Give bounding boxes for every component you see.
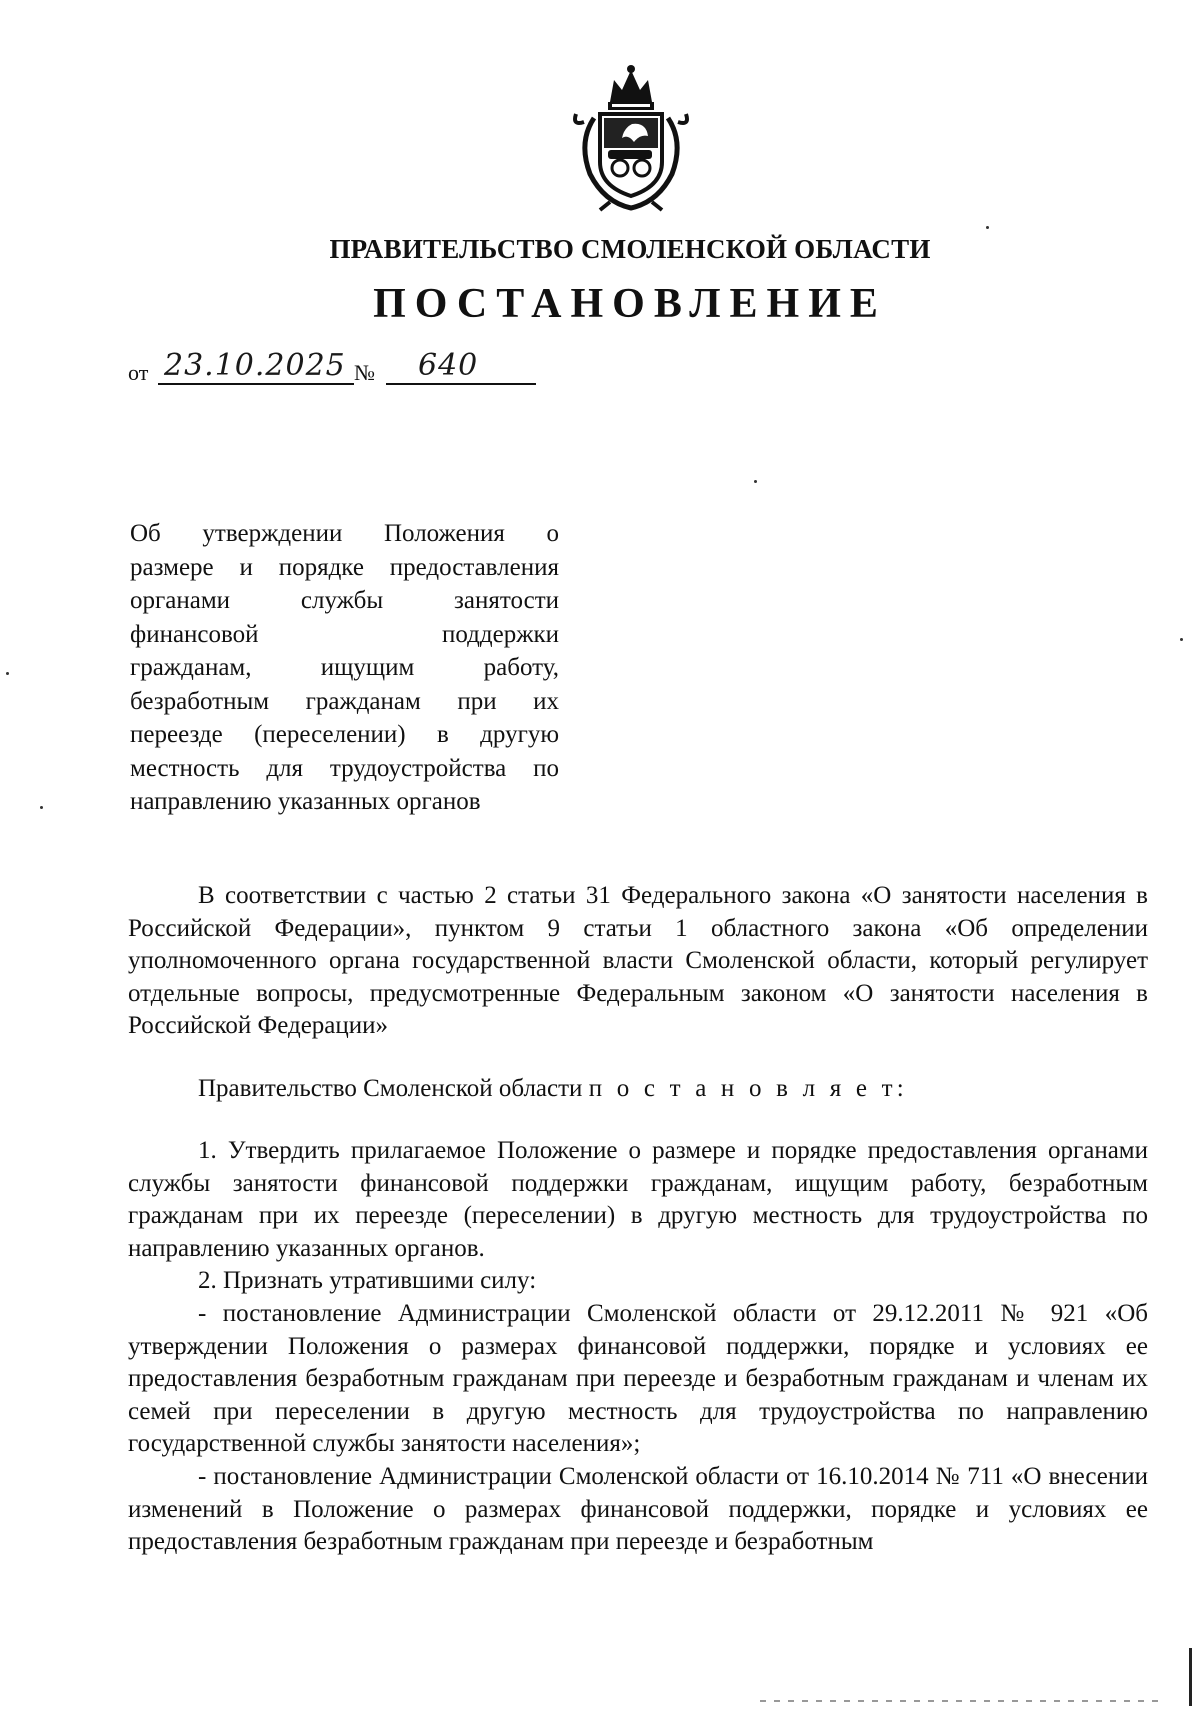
- item-paragraph: 1. Утвердить прилагаемое Положение о размере и порядке предоставления органами службы занятости финансовой поддержки гражданам, ищущим работу, безработным гражданам при их переезде (переселении) в другую местность для трудоустройства по направлению указанных органов.: [128, 1137, 1148, 1262]
- decree-verb: п о с т а н о в л я е т:: [588, 1075, 908, 1102]
- subject-line: местность для трудоустройства по: [130, 754, 559, 782]
- subject-line: гражданам, ищущим работу,: [130, 654, 559, 681]
- scan-speck: [754, 480, 757, 483]
- document-subject: [130, 517, 559, 819]
- registration-line: [128, 348, 688, 386]
- decree-line: [128, 1073, 1148, 1106]
- scan-speck: [6, 672, 9, 675]
- scan-bottom-mark: [760, 1700, 1160, 1702]
- basis-paragraph: В соответствии с частью 2 статьи 31 Федерального закона «О занятости населения в Российской Федерации», пунктом 9 статьи 1 областного закона «Об определении уполномоченного органа государственной власти Смоленской области, который регулирует отдельные вопросы, предусмотренные Федеральным законом «О занятости населения в Российской Федерации»: [128, 882, 1148, 1040]
- subject-line: органами службы занятости: [130, 587, 559, 614]
- legal-basis: [128, 880, 1148, 1043]
- item-paragraph: - постановление Администрации Смоленской области от 16.10.2014 № 711 «О внесении изменений в Положение о размерах финансовой поддержки, порядке и условиях ее предоставления безработным гражданам при переезде и безработным: [128, 1462, 1148, 1556]
- scan-speck: [40, 806, 43, 809]
- decree-subject: Правительство Смоленской области: [198, 1075, 583, 1102]
- scan-edge-mark: [1189, 1648, 1192, 1706]
- item-paragraph: 2. Признать утратившими силу:: [198, 1267, 537, 1295]
- scan-speck: [986, 226, 989, 229]
- subject-line: размере и порядке предоставления: [130, 553, 559, 581]
- number-underline: [386, 383, 536, 385]
- subject-line: Об утверждении Положения о: [130, 520, 559, 547]
- scan-speck: [1180, 638, 1183, 641]
- item-paragraph: - постановление Администрации Смоленской области от 29.12.2011 № 921 «Об утверждении Положения о размерах финансовой поддержки, порядке и условиях ее предоставления безработным гражданам при переезде и безработным гражданам и членам их семей при переселении в другую местность для трудоустройства по направлению государственной службы занятости населения»;: [128, 1299, 1148, 1458]
- smolensk-coat-of-arms-icon: [570, 62, 692, 212]
- date-underline: [158, 383, 354, 385]
- organization-title: ПРАВИТЕЛЬСТВО СМОЛЕНСКОЙ ОБЛАСТИ: [329, 234, 931, 264]
- handwritten-number: 640: [418, 348, 479, 383]
- number-prefix: №: [354, 360, 375, 385]
- subject-line: направлению указанных органов: [130, 788, 481, 815]
- handwritten-date: 23.10.2025: [164, 348, 346, 383]
- date-prefix: от: [128, 360, 149, 385]
- subject-line: финансовой поддержки: [130, 620, 559, 648]
- document-type-title: ПОСТАНОВЛЕНИЕ: [373, 281, 887, 327]
- decree-items: [128, 1135, 1148, 1559]
- subject-line: безработным гражданам при их: [130, 687, 559, 715]
- subject-line: переезде (переселении) в другую: [130, 721, 559, 748]
